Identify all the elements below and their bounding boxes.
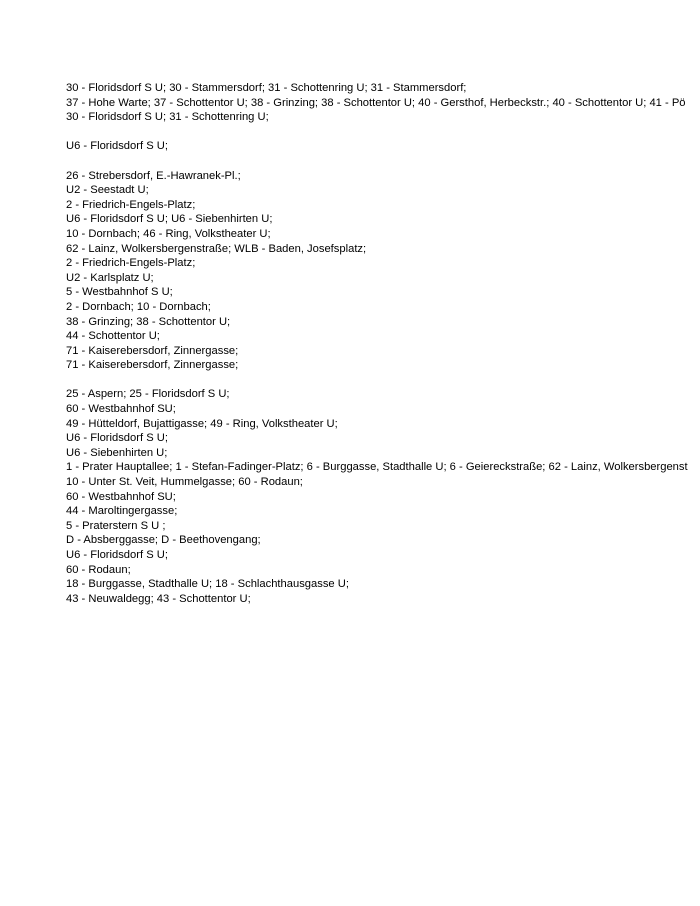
text-line: 60 - Westbahnhof SU;	[66, 490, 176, 503]
text-line: 60 - Rodaun;	[66, 563, 131, 576]
text-line: 5 - Praterstern S U ;	[66, 519, 166, 532]
text-line: 26 - Strebersdorf, E.-Hawranek-Pl.;	[66, 169, 241, 182]
text-line: 30 - Floridsdorf S U; 31 - Schottenring U;	[66, 111, 269, 124]
line-group	[66, 139, 700, 154]
line-group	[66, 387, 700, 606]
text-line: U6 - Floridsdorf S U;	[66, 140, 168, 153]
text-line: 30 - Floridsdorf S U; 30 - Stammersdorf; 31 - Schottenring U; 31 - Stammersdorf;	[66, 82, 467, 94]
text-line: 60 - Westbahnhof SU;	[66, 403, 176, 416]
text-line: 71 - Kaiserebersdorf, Zinnergasse;	[66, 359, 239, 372]
text-line: U2 - Karlsplatz U;	[66, 271, 154, 284]
text-line: 43 - Neuwaldegg; 43 - Schottentor U;	[66, 592, 251, 605]
transit-lines-list	[66, 81, 700, 621]
text-line: 71 - Kaiserebersdorf, Zinnergasse;	[66, 344, 239, 357]
text-line: 10 - Unter St. Veit, Hummelgasse; 60 - Rodaun;	[66, 476, 303, 489]
text-line: 2 - Friedrich-Engels-Platz;	[66, 198, 196, 211]
text-line: 2 - Friedrich-Engels-Platz;	[66, 257, 196, 270]
text-line: 37 - Hohe Warte; 37 - Schottentor U; 38 - Grinzing; 38 - Schottentor U; 40 - Gersthof, Herbeckstr.; 40 - Schottentor U; 41 - Pö	[66, 96, 686, 109]
text-line: 62 - Lainz, Wolkersbergenstraße; WLB - Baden, Josefsplatz;	[66, 242, 367, 255]
text-line: 2 - Dornbach; 10 - Dornbach;	[66, 300, 211, 313]
text-line: 44 - Maroltingergasse;	[66, 505, 178, 518]
text-line: 38 - Grinzing; 38 - Schottentor U;	[66, 315, 231, 328]
text-line: U6 - Siebenhirten U;	[66, 446, 168, 459]
text-line: U6 - Floridsdorf S U; U6 - Siebenhirten U;	[66, 213, 273, 226]
text-line: U2 - Seestadt U;	[66, 184, 149, 197]
text-line: U6 - Floridsdorf S U;	[66, 432, 168, 445]
text-line: 1 - Prater Hauptallee; 1 - Stefan-Fadinger-Platz; 6 - Burggasse, Stadthalle U; 6 - Geiereckstraße; 62 - Lainz, Wolkersbergenst	[66, 461, 688, 474]
text-line: 5 - Westbahnhof S U;	[66, 286, 173, 299]
text-line: 25 - Aspern; 25 - Floridsdorf S U;	[66, 388, 230, 401]
text-line: 49 - Hütteldorf, Bujattigasse; 49 - Ring, Volkstheater U;	[66, 417, 338, 430]
text-line: 44 - Schottentor U;	[66, 330, 160, 343]
text-line: D - Absberggasse; D - Beethovengang;	[66, 534, 261, 547]
text-line: 18 - Burggasse, Stadthalle U; 18 - Schlachthausgasse U;	[66, 578, 349, 591]
line-group	[66, 81, 700, 125]
text-line: U6 - Floridsdorf S U;	[66, 549, 168, 561]
line-group	[66, 169, 700, 373]
text-line: 10 - Dornbach; 46 - Ring, Volkstheater U;	[66, 227, 271, 240]
